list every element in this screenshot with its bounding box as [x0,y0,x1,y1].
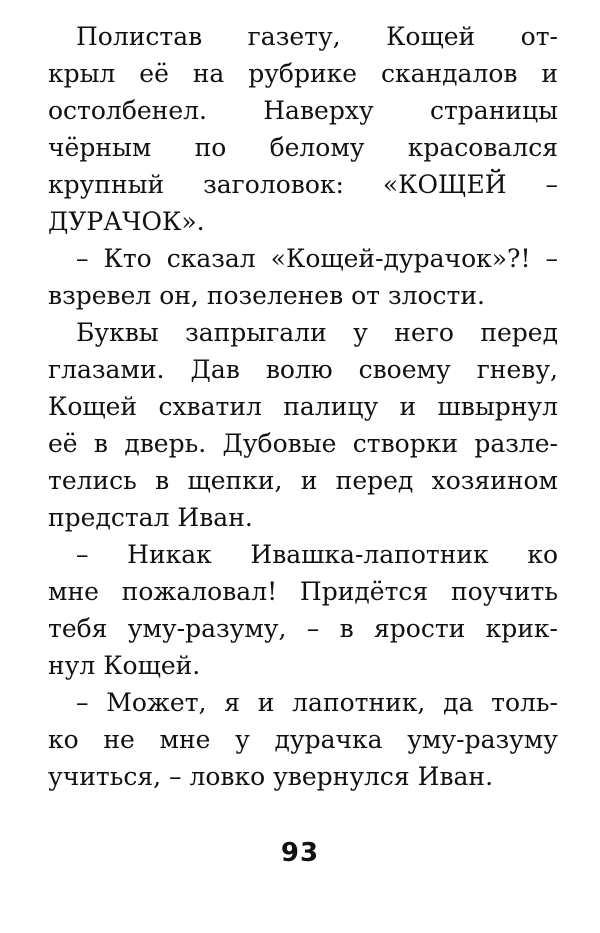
text-line: крыл её на рубрике скандалов и [48,59,558,88]
text-line: её в дверь. Дубовые створки разле- [48,429,558,458]
text-line: мне пожаловал! Придётся поучить [48,577,558,606]
text-line: тебя уму-разуму, – в ярости крик- [48,614,558,643]
text-line: взревел он, позеленев от злости. [48,281,485,310]
text-line: крупный заголовок: «КОЩЕЙ – [48,170,558,199]
text-line: остолбенел. Наверху страницы [48,96,558,125]
text-line: ко не мне у дурачка уму-разуму [48,725,558,754]
text-line: глазами. Дав волю своему гневу, [48,355,558,384]
text-line: – Может, я и лапотник, да толь- [76,688,558,717]
text-line: Полистав газету, Кощей от- [76,22,558,51]
text-body [48,18,558,795]
text-line: нул Кощей. [48,651,201,680]
text-line: Буквы запрыгали у него перед [76,318,558,347]
text-line: телись в щепки, и перед хозяином [48,466,558,495]
text-line: ДУРАЧОК». [48,207,205,236]
page-number: 93 [280,838,320,868]
text-line: Кощей схватил палицу и швырнул [48,392,558,421]
text-line: учиться, – ловко увернулся Иван. [48,762,494,791]
text-line: предстал Иван. [48,503,253,532]
text-line: чёрным по белому красовался [48,133,558,162]
text-line: – Никак Ивашка-лапотник ко [76,540,558,569]
text-line: – Кто сказал «Кощей-дурачок»?! – [76,244,558,273]
